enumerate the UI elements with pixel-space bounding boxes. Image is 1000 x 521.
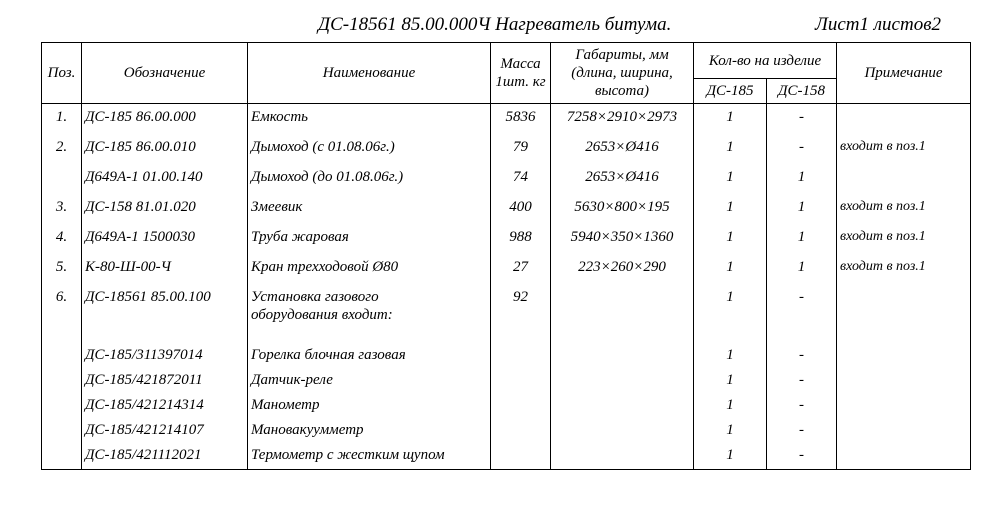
row-dims <box>551 342 694 367</box>
col-header-qty-ds185: ДС-185 <box>694 79 767 104</box>
document-header <box>0 10 1000 40</box>
document-title: ДС-18561 85.00.000Ч Нагреватель битума. <box>318 14 672 35</box>
row-mass: 400 <box>491 194 551 224</box>
row-dims <box>551 442 694 470</box>
row-name: Дымоход (до 01.08.06г.) <box>248 164 491 194</box>
table-row <box>42 442 971 470</box>
row-name: Датчик-реле <box>248 367 491 392</box>
row-note <box>837 367 971 392</box>
row-dims <box>551 367 694 392</box>
row-pos <box>42 442 82 470</box>
row-qty-ds185: 1 <box>694 104 767 134</box>
row-mass <box>491 392 551 417</box>
row-qty-ds185: 1 <box>694 254 767 284</box>
row-designation: ДС-185/421214314 <box>82 392 248 417</box>
row-pos: 3. <box>42 194 82 224</box>
row-name: Емкость <box>248 104 491 134</box>
table-row <box>42 194 971 224</box>
row-qty-ds158: - <box>767 417 837 442</box>
row-qty-ds185: 1 <box>694 194 767 224</box>
row-mass: 92 <box>491 284 551 342</box>
row-dims: 7258×2910×2973 <box>551 104 694 134</box>
row-name: Термометр с жестким щупом <box>248 442 491 470</box>
table-row <box>42 392 971 417</box>
row-note <box>837 392 971 417</box>
col-header-name: Наименование <box>248 43 491 104</box>
col-header-designation: Обозначение <box>82 43 248 104</box>
row-dims: 2653×Ø416 <box>551 134 694 164</box>
row-designation: Д649А-1 1500030 <box>82 224 248 254</box>
row-qty-ds185: 1 <box>694 284 767 342</box>
row-mass <box>491 342 551 367</box>
row-qty-ds158: 1 <box>767 194 837 224</box>
row-qty-ds185: 1 <box>694 224 767 254</box>
row-qty-ds185: 1 <box>694 164 767 194</box>
row-qty-ds158: 1 <box>767 164 837 194</box>
row-mass <box>491 417 551 442</box>
row-mass <box>491 442 551 470</box>
row-note: входит в поз.1 <box>837 254 971 284</box>
row-mass: 79 <box>491 134 551 164</box>
row-mass: 27 <box>491 254 551 284</box>
row-name <box>248 284 491 342</box>
specification-table <box>41 42 971 470</box>
row-note <box>837 104 971 134</box>
row-note <box>837 442 971 470</box>
row-dims: 5940×350×1360 <box>551 224 694 254</box>
table-row <box>42 284 971 342</box>
row-dims <box>551 284 694 342</box>
row-dims <box>551 392 694 417</box>
row-pos: 4. <box>42 224 82 254</box>
sheet-number: Лист1 листов2 <box>815 14 941 35</box>
row-qty-ds185: 1 <box>694 367 767 392</box>
row-name: Мановакуумметр <box>248 417 491 442</box>
row-name: Змеевик <box>248 194 491 224</box>
row-designation: ДС-185/421872011 <box>82 367 248 392</box>
row-name-text: Установка газового оборудования входит: <box>251 288 393 323</box>
row-pos <box>42 164 82 194</box>
row-designation: К-80-Ш-00-Ч <box>82 254 248 284</box>
row-designation: ДС-185/421214107 <box>82 417 248 442</box>
row-note <box>837 342 971 367</box>
row-dims <box>551 417 694 442</box>
col-header-note: Примечание <box>837 43 971 104</box>
table-row <box>42 164 971 194</box>
row-pos <box>42 392 82 417</box>
row-name: Труба жаровая <box>248 224 491 254</box>
row-note <box>837 417 971 442</box>
row-name: Дымоход (с 01.08.06г.) <box>248 134 491 164</box>
row-pos <box>42 417 82 442</box>
row-note: входит в поз.1 <box>837 134 971 164</box>
row-designation: ДС-185 86.00.000 <box>82 104 248 134</box>
row-note <box>837 284 971 342</box>
row-designation: ДС-185/421112021 <box>82 442 248 470</box>
row-qty-ds158: - <box>767 392 837 417</box>
row-dims: 223×260×290 <box>551 254 694 284</box>
col-header-mass: Масса 1шт. кг <box>491 43 551 104</box>
row-designation: ДС-185 86.00.010 <box>82 134 248 164</box>
col-header-pos: Поз. <box>42 43 82 104</box>
col-header-dims: Габариты, мм (длина, ширина, высота) <box>551 43 694 104</box>
row-qty-ds158: - <box>767 367 837 392</box>
row-designation: ДС-158 81.01.020 <box>82 194 248 224</box>
col-header-qty: Кол-во на изделие <box>694 43 837 79</box>
row-dims: 2653×Ø416 <box>551 164 694 194</box>
row-dims: 5630×800×195 <box>551 194 694 224</box>
row-qty-ds185: 1 <box>694 442 767 470</box>
row-qty-ds158: 1 <box>767 224 837 254</box>
row-designation: ДС-18561 85.00.100 <box>82 284 248 342</box>
row-qty-ds158: - <box>767 284 837 342</box>
row-pos <box>42 367 82 392</box>
table-row <box>42 104 971 134</box>
row-name: Кран трехходовой Ø80 <box>248 254 491 284</box>
row-designation: Д649А-1 01.00.140 <box>82 164 248 194</box>
row-pos: 1. <box>42 104 82 134</box>
row-pos: 2. <box>42 134 82 164</box>
row-note: входит в поз.1 <box>837 194 971 224</box>
row-name: Манометр <box>248 392 491 417</box>
row-mass <box>491 367 551 392</box>
table-row <box>42 417 971 442</box>
row-name: Горелка блочная газовая <box>248 342 491 367</box>
row-qty-ds185: 1 <box>694 134 767 164</box>
row-qty-ds158: - <box>767 442 837 470</box>
table-row <box>42 224 971 254</box>
row-qty-ds158: - <box>767 342 837 367</box>
row-note: входит в поз.1 <box>837 224 971 254</box>
row-qty-ds158: 1 <box>767 254 837 284</box>
row-qty-ds185: 1 <box>694 392 767 417</box>
row-qty-ds158: - <box>767 104 837 134</box>
row-mass: 74 <box>491 164 551 194</box>
col-header-qty-ds158: ДС-158 <box>767 79 837 104</box>
table-row <box>42 254 971 284</box>
table-row <box>42 367 971 392</box>
row-qty-ds158: - <box>767 134 837 164</box>
row-qty-ds185: 1 <box>694 417 767 442</box>
table-row <box>42 342 971 367</box>
row-pos: 6. <box>42 284 82 342</box>
row-qty-ds185: 1 <box>694 342 767 367</box>
table-row <box>42 134 971 164</box>
row-designation: ДС-185/311397014 <box>82 342 248 367</box>
row-pos: 5. <box>42 254 82 284</box>
row-mass: 988 <box>491 224 551 254</box>
row-note <box>837 164 971 194</box>
row-mass: 5836 <box>491 104 551 134</box>
row-pos <box>42 342 82 367</box>
